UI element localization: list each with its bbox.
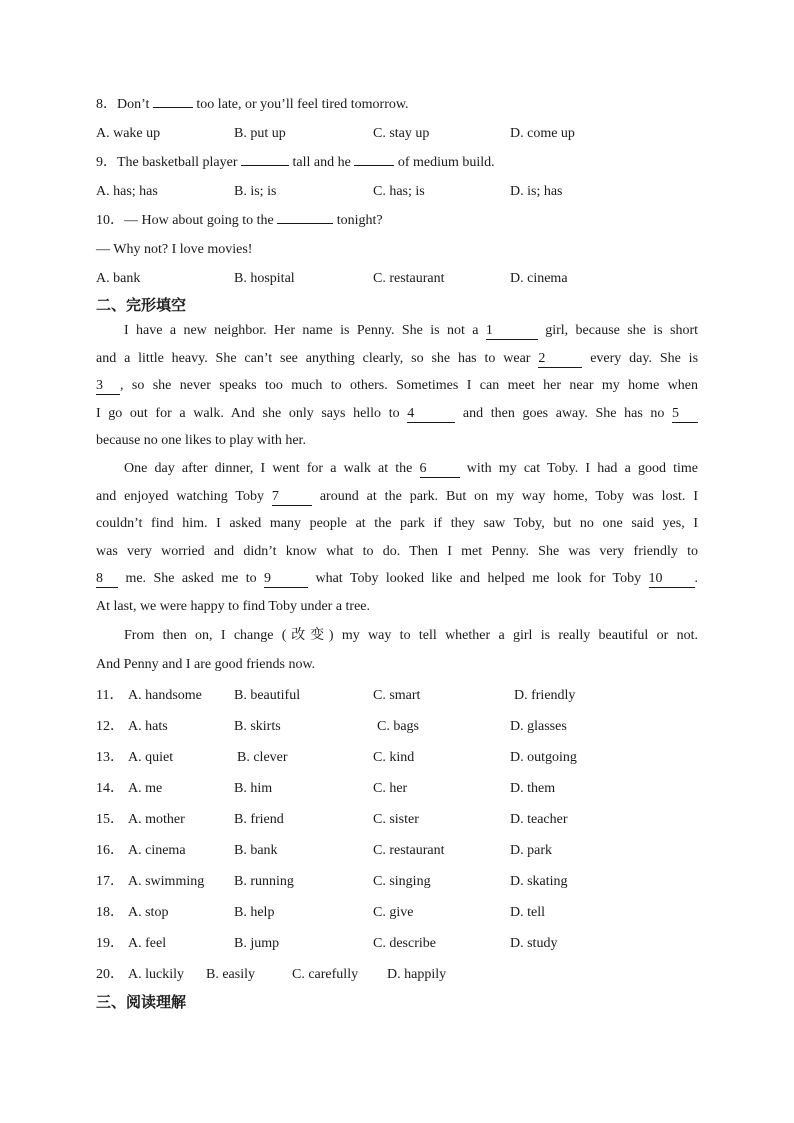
p1-line-2: and a little heavy. She can’t see anything clearly, so she has to wear 2 every day. She is [96, 350, 699, 366]
cloze-option-row-20: 20． A. luckily B. easily C. carefully D. happily [96, 966, 447, 982]
question-10-options [96, 264, 698, 293]
exam-page [96, 90, 698, 1014]
p3-line-1: From then on, I change (改变) my way to tell whether a girl is really beautiful or not. [124, 627, 698, 643]
question-10-stem [96, 206, 698, 235]
cloze-option-row: 18． A. stop B. help C. give D. tell [96, 904, 545, 920]
blank-8: 8 [96, 571, 118, 588]
q8-option-c: C. stay up [373, 126, 430, 141]
p2-line-2: and enjoyed watching Toby 7 around at the park. But on my way home, Toby was lost. I [96, 488, 699, 504]
section-cloze-heading: 二、完形填空 [96, 296, 187, 314]
q9-option-c: C. has; is [373, 184, 425, 199]
q8-text-a: 8．Don’t [96, 97, 150, 112]
cloze-option-row: 19． A. feel B. jump C. describe D. study [96, 935, 558, 951]
p1-line-5: because no one likes to play with her. [96, 433, 306, 449]
q10-text-b: tonight? [336, 213, 383, 228]
q8-text-b: too late, or you’ll feel tired tomorrow. [196, 97, 409, 112]
p2-line-3: couldn’t find him. I asked many people at the park if they saw Toby, but no one said yes, I [96, 516, 698, 532]
p2-line-5: 8 me. She asked me to 9 what Toby looked like and helped me look for Toby 10 . [96, 571, 699, 587]
blank-7: 7 [272, 489, 312, 506]
p2-line-6: At last, we were happy to find Toby under a tree. [96, 598, 371, 614]
q8-option-d: D. come up [510, 126, 575, 141]
q10-option-d: D. cinema [510, 271, 568, 286]
q10-option-a: A. bank [96, 271, 141, 286]
cloze-option-row: 11． A. handsome B. beautiful C. smart D. friendly [96, 687, 576, 703]
q9-option-d: D. is; has [510, 184, 563, 199]
blank-6: 6 [420, 461, 460, 478]
q9-blank-2 [354, 149, 394, 166]
blank-4: 4 [407, 406, 455, 423]
q9-text-a: 9．The basketball player [96, 155, 238, 170]
q10-text-a: 10．— How about going to the [96, 213, 274, 228]
p1-line-4: I go out for a walk. And she only says hello to 4 and then goes away. She has no 5 [96, 400, 698, 428]
blank-10: 10 [649, 571, 695, 588]
blank-2: 2 [538, 351, 582, 368]
p1-line-1: I have a new neighbor. Her name is Penny. She is not a 1 girl, because she is short [124, 323, 699, 338]
q8-option-b: B. put up [234, 126, 286, 141]
cloze-option-row: 15． A. mother B. friend C. sister D. teacher [96, 811, 568, 827]
cloze-option-row: 13． A. quiet B. clever C. kind D. outgoing [96, 749, 577, 765]
passage-paragraph-2 [96, 455, 698, 621]
cloze-option-row: 14． A. me B. him C. her D. them [96, 780, 556, 796]
blank-3: 3 [96, 378, 120, 395]
q9-text-c: of medium build. [397, 155, 495, 170]
cloze-option-row: 12． A. hats B. skirts C. bags D. glasses [96, 718, 567, 734]
p1-line-3: 3 , so she never speaks too much to others. Sometimes I can meet her near my home when [96, 378, 698, 394]
question-8-options [96, 119, 698, 148]
question-10-reply: — Why not? I love movies! [96, 242, 253, 257]
q10-blank [277, 207, 333, 224]
blank-5: 5 [672, 406, 698, 423]
blank-1: 1 [486, 323, 538, 340]
question-9-stem [96, 148, 698, 177]
q9-option-a: A. has; has [96, 184, 158, 199]
q9-text-b: tall and he [292, 155, 351, 170]
cloze-options [96, 680, 698, 990]
p2-line-1: One day after dinner, I went for a walk at the 6 with my cat Toby. I had a good time [124, 460, 699, 476]
section-reading-heading: 三、阅读理解 [96, 992, 187, 1011]
passage-paragraph-3 [96, 621, 698, 680]
q9-option-b: B. is; is [234, 184, 277, 199]
cloze-option-row: 17． A. swimming B. running C. singing D. skating [96, 873, 568, 889]
q10-option-b: B. hospital [234, 271, 295, 286]
blank-9: 9 [264, 571, 308, 588]
passage-paragraph-1 [96, 317, 698, 455]
q10-option-c: C. restaurant [373, 271, 445, 286]
q8-option-a: A. wake up [96, 126, 161, 141]
cloze-option-row: 16． A. cinema B. bank C. restaurant D. park [96, 842, 552, 858]
p3-line-2: And Penny and I are good friends now. [96, 657, 316, 673]
q8-blank [153, 91, 193, 108]
question-8-stem [96, 90, 698, 119]
question-9-options [96, 177, 698, 206]
q9-blank-1 [241, 149, 289, 166]
p2-line-4: was very worried and didn’t know what to do. Then I met Penny. She was very friendly to [96, 543, 698, 559]
